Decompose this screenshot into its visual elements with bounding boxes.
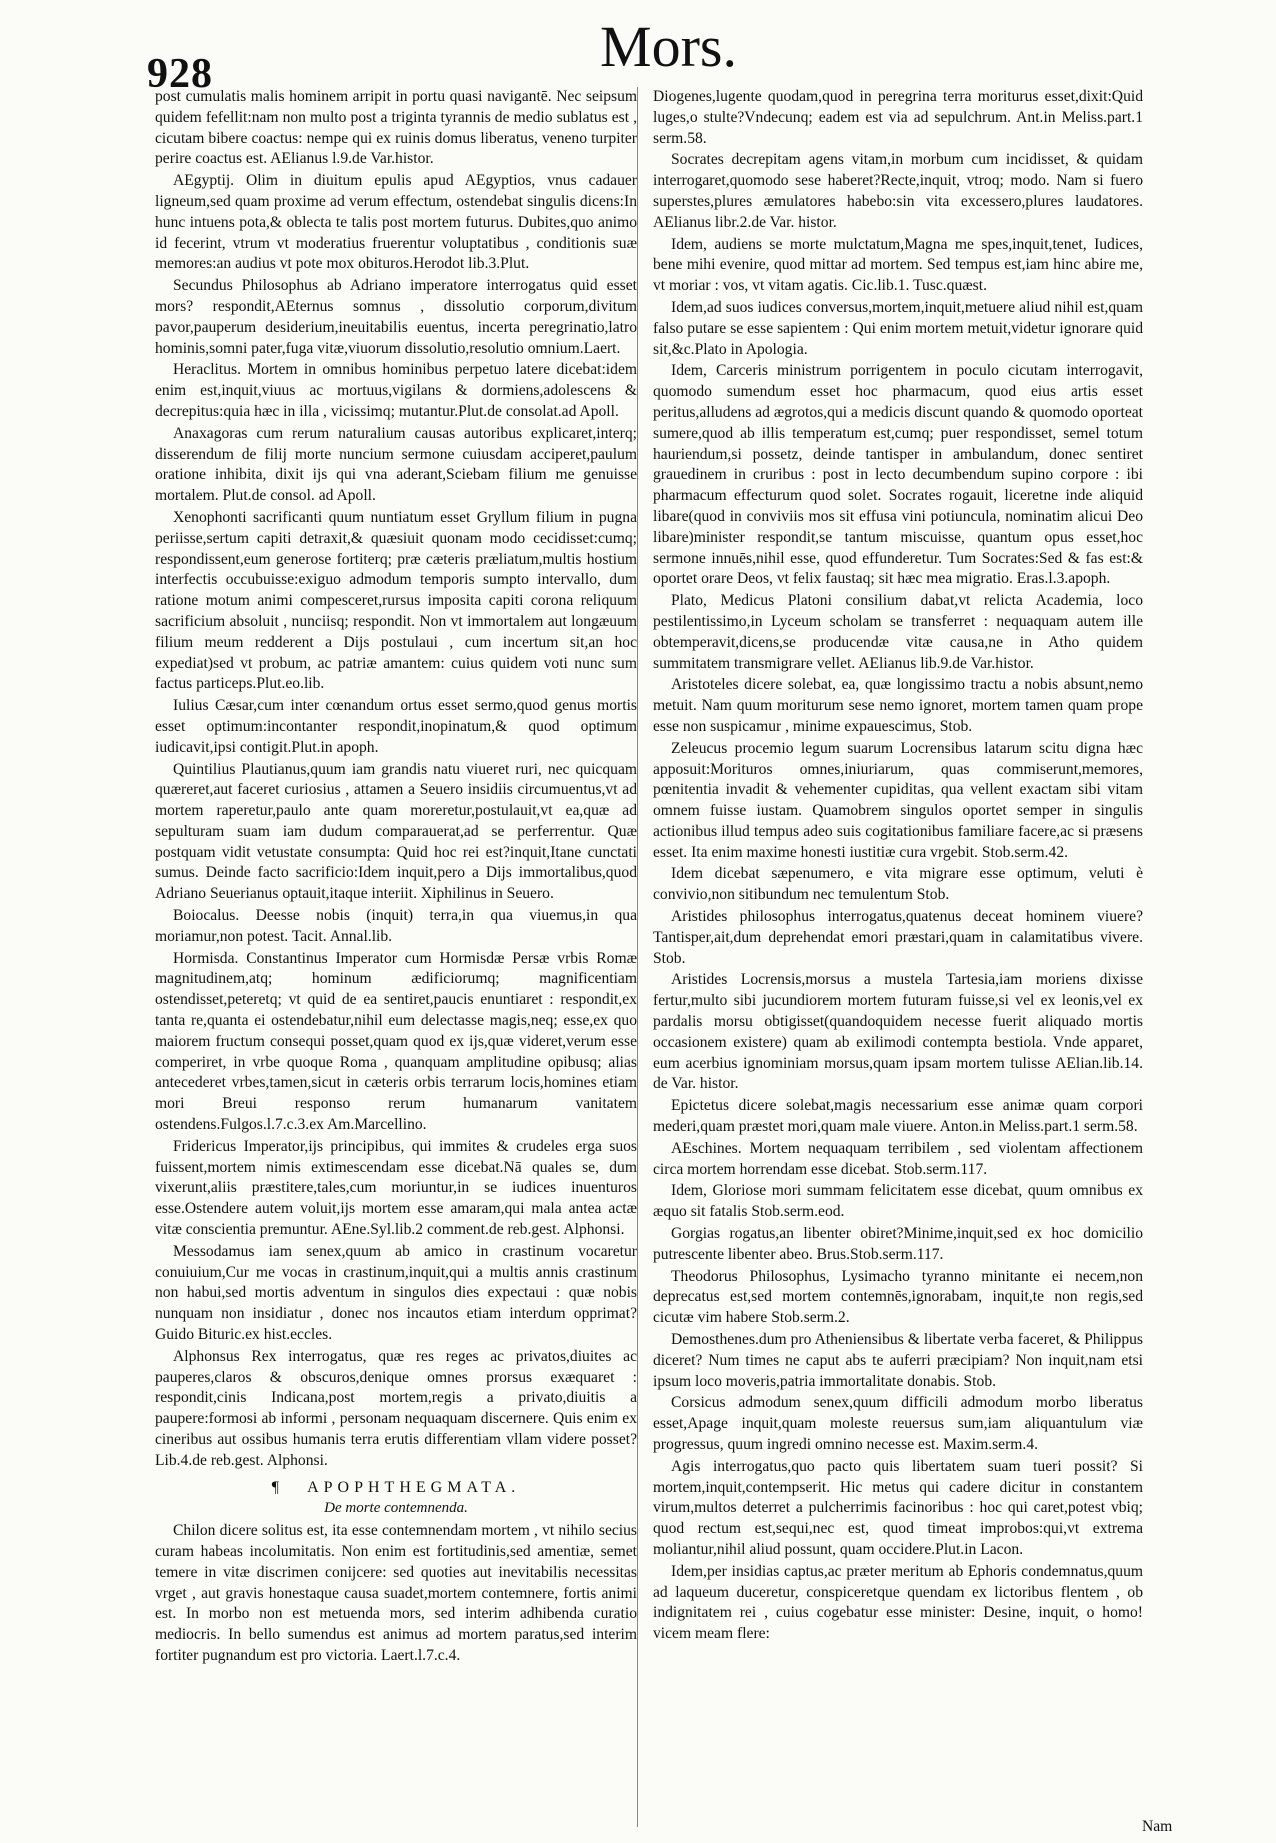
left-paragraph: Xenophonti sacrificanti quum nuntiatum esset Gryllum filium in pugna periisse,sertum capiti detraxit,& quæsiuit quonam modo cecidisset:cumq; respondissent,eum generose fortiterq; præ cæteris præliatum,multis hostium interfectis occubuisse:exiguo admodum temporis sumpto intervallo, dum ratione motum animi compesceret,rursus imposita capiti corona reliquum sacrificium absoluit , nunciisq; respondit. Non vt immortalem aut longæuum filium meum redderent a Dijs postulaui , cum incertum sit,an hoc expediat)sed vt probum, ac patriæ amantem: cuius quidem voti nunc sum factus particeps.Plut.eo.lib. bbox=[155, 508, 637, 693]
section-title: APOPHTHEGMATA. bbox=[307, 1478, 521, 1496]
catchword: Nam bbox=[1142, 1818, 1173, 1835]
right-paragraph: Idem, Carceris ministrum porrigentem in poculo cicutam interrogavit, quomodo sumendum esset hoc pharmacum, quod eius artis esset peritus,alludens ad ægrotos,qui a medicis discunt quando & quomodo oporteat sumere,quod ab illis temperatum est,cumq; puer respondisset, semel totum hauriendum,si possetz, deinde tantisper in ambulandum, donec sentiret grauedinem in cruribus : post in lecto decumbendum supino corpore : ibi pharmacum effecturum quod solet. Socrates rogauit, liceretne inde aliquid libare(quod in conviviis mos sit effusa vini potiuncula, nominatim alicui Deo libare)minister respondit,se tantum miscuisse, quantum opus esset,hoc sermone innuēs,nihil esse, quod effunderetur. Tum Socrates:Sed & fas est:& oportet orare Deos, vt felix faustaq; sit hæc mea migratio. Eras.l.3.apoph. bbox=[653, 362, 1143, 588]
right-paragraph: Idem, audiens se morte mulctatum,Magna me spes,inquit,tenet, Iudices, bene mihi evenire, quod mittar ad mortem. Sed tempus est,iam hinc abire me, vt moriar : vos, vt vitam agatis. Cic.lib.1. Tusc.quæst. bbox=[653, 235, 1143, 295]
column-divider bbox=[637, 87, 638, 1827]
left-paragraph: Secundus Philosophus ab Adriano imperatore interrogatus quid esset mors? respondit,AEternus somnus , dissolutio corporum,divitum pavor,pauperum desiderium,ineuitabilis euentus, incerta peregrinatio,latro hominis,somni pater,fuga vitæ,viuorum dissolutio,resolutio omnium.Laert. bbox=[155, 277, 637, 357]
left-paragraph: Hormisda. Constantinus Imperator cum Hormisdæ Persæ vrbis Romæ magnitudinem,atq; hominum ædificiorumq; magnificentiam ostendisset,peteretq; vt quid de ea sentiret,paucis enuntiaret : respondit,ex tanta re,quanta ei ostendebatur,nihil eum delectasse magis,neq; esse,ex quo maiorem fructum consequi posset,quam quod ex ijs,quæ videret,verum esse comperiret, in vrbe quoque Roma , quanquam amplitudine opibusq; alias antecederet vrbes,tamen,sicut in cæteris orbis terrarum locis,homines etiam mori Breui responso rerum humanarum vanitatem ostendens.Fulgos.l.7.c.3.ex Am.Marcellino. bbox=[155, 949, 637, 1134]
right-text-column bbox=[653, 87, 1143, 1646]
right-paragraph: Epictetus dicere solebat,magis necessarium esse animæ quam corpori mederi,quam præstet mori,quam male viuere. Anton.in Meliss.part.1 serm.58. bbox=[653, 1097, 1143, 1136]
left-paragraph: Messodamus iam senex,quum ab amico in crastinum vocaretur conuiuium,Cur me vocas in crastinum,inquit,qui a multis annis crastinum non habui,sed mortis adventum in singulos dies expectaui : quæ nobis nunquam non insidiatur , donec nos incautos etiam interdum opprimat? Guido Bituric.ex hist.eccles. bbox=[155, 1242, 637, 1344]
section-subtitle: De morte contemnenda. bbox=[324, 1500, 468, 1517]
right-paragraph: Idem,ad suos iudices conversus,mortem,inquit,metuere aliud nihil est,quam falso putare se esse sapientem : Qui enim mortem metuit,videtur ignorare quid sit,&c.Plato in Apologia. bbox=[653, 298, 1143, 358]
left-paragraph: Fridericus Imperator,ijs principibus, qui immites & crudeles erga suos fuissent,mortem nimis extimescendam esse dicebat.Nā quales se, dum vixerunt,aliis præstitere,tales,cum moriuntur,in se iudices inuenturos esse.Ostendere autem voluit,ijs mortem esse amaram,qui mala antea actæ vitæ conscientia premuntur. AEne.Syl.lib.2 comment.de reb.gest. Alphonsi. bbox=[155, 1137, 637, 1239]
left-paragraph: Quintilius Plautianus,quum iam grandis natu viueret ruri, nec quicquam quæreret,aut faceret curiosius , attamen a Seuero insidiis circumuentus,vt ad mortem raperetur,paulo ante quam moreretur,postulauit,vt ea,quæ ad sepulturam suam iam dudum comparauerat,ad se perferrentur. Quæ postquam vidit vetustate consumpta: Quid hoc rei est?inquit,Itane cunctati sumus. Deinde facto sacrificio:Idem inquit,pero a Dijs immortalibus,quod Adriano Seuerianus optauit,itaque interiit. Xiphilinus in Seuero. bbox=[155, 760, 637, 903]
right-paragraph: Aristoteles dicere solebat, ea, quæ longissimo tractu a nobis absunt,nemo metuit. Nam quum moriturum sese nemo ignoret, mortem tamen quam prope esse non suspicamur , minime expauescimus, Stob. bbox=[653, 676, 1143, 735]
left-paragraph: Chilon dicere solitus est, ita esse contemnendam mortem , vt nihilo secius curam habeas incolumitatis. Non enim est fortitudinis,sed amentiæ, semet temere in vitæ discrimen conijcere: sed quoties aut inevitabilis necessitas vrget , aut gravis honestaque causa suadet,mortem contemnere, fortis animi est. In morbo non est metuenda mors, sed interim adhibenda curatio mediocris. In bello sumendus est animus ad mortem paratus,sed interim fortiter pugnandum est pro victoria. Laert.l.7.c.4. bbox=[155, 1522, 637, 1664]
right-paragraph: Socrates decrepitam agens vitam,in morbum cum incidisset, & quidam interrogaret,quomodo sese haberet?Recte,inquit, vtroq; modo. Nam si fuero superstes,plures æmulatores habebo:sin vita excessero,plures laudatores. AElianus libr.2.de Var. histor. bbox=[653, 151, 1143, 231]
left-paragraph: Boiocalus. Deesse nobis (inquit) terra,in qua viuemus,in qua moriamur,non potest. Tacit. Annal.lib. bbox=[155, 907, 637, 945]
left-paragraph: Anaxagoras cum rerum naturalium causas autoribus explicaret,interq; disserendum de filij morte nuncium sermone cuiusdam acciperet,paulum oratione inhibita, dixit ijs qui vna aderant,Sciebam filium me genuisse mortalem. Plut.de consol. ad Apoll. bbox=[155, 424, 637, 505]
left-paragraph: Iulius Cæsar,cum inter cœnandum ortus esset sermo,quod genus mortis esset optimum:incontanter respondit,inopinatum,& quod optimum iudicavit,ipsi contigit.Plut.in apoph. bbox=[155, 697, 637, 756]
right-paragraph: AEschines. Mortem nequaquam terribilem , sed violentam affectionem circa mortem horrendam esse dicebat. Stob.serm.117. bbox=[653, 1139, 1143, 1178]
right-paragraph: Corsicus admodum senex,quum difficili admodum morbo liberatus esset,Apage inquit,quam moleste reuersus sum,iam aliquantulum viæ progressus, quum ingredi omnino necesse est. Maxim.serm.4. bbox=[653, 1394, 1143, 1453]
right-paragraph: Plato, Medicus Platoni consilium dabat,vt relicta Academia, loco pestilentissimo,in Lyceum scholam se transferret : nequaquam autem ille obtemperavit,dicens,se producendæ vitæ causa,ne in Atho quidem summitatem transmigrare vellet. AElianus lib.9.de Var.histor. bbox=[653, 592, 1143, 672]
left-text-column bbox=[155, 87, 637, 1668]
right-paragraph: Gorgias rogatus,an libenter obiret?Minime,inquit,sed ex hoc domicilio putrescente libenter abeo. Brus.Stob.serm.117. bbox=[653, 1225, 1143, 1263]
right-paragraph: Idem dicebat sæpenumero, e vita migrare esse optimum, veluti è convivio,non sitibundum nec temulentum Stob. bbox=[653, 865, 1143, 904]
page-number: 928 bbox=[147, 51, 213, 97]
right-paragraph: Agis interrogatus,quo pacto quis libertatem suam tueri possit? Si mortem,inquit,contempserit. Hic metus qui cadere dicitur in constantem virum,multos deterret a pulcherrimis facinoribus : hoc qui caret,potest vbiq; quod rectum est,sequi,nec est, quod timeat improbos:qui,vt extrema moliantur,nihil aliud possunt, quam occidere.Plut.in Lacon. bbox=[653, 1457, 1143, 1558]
right-paragraph: Demosthenes.dum pro Atheniensibus & libertate verba faceret, & Philippus diceret? Num times ne caput abs te auferri præcipiam? Non inquit,nam etsi ipsum loco moveris,patria immortalitate donabis. Stob. bbox=[653, 1331, 1143, 1390]
right-paragraph: Theodorus Philosophus, Lysimacho tyranno minitante ei necem,non deprecatus est,sed mortem contemnēs,ignorabam, inquit,te non regis,sed cicutæ vim habere Stob.serm.2. bbox=[653, 1267, 1143, 1327]
pilcrow-mark: ¶ bbox=[271, 1478, 279, 1496]
right-paragraph: Aristides Locrensis,morsus a mustela Tartesia,iam moriens dixisse fertur,multo sibi jucundiorem mortem futuram fuisse,si vel ex leonis,vel ex pardalis morsu obtigisset(quandoquidem necesse fuerit aliquado mortis occasionem existere) quam ab exilimodi contempta bestiola. Vnde apparet, eum acerbius ignominiam morsus,quam ipsam mortem tulisse AElian.lib.14. de Var. histor. bbox=[653, 971, 1143, 1093]
section-heading bbox=[155, 1478, 637, 1499]
right-paragraph: Idem, Gloriose mori summam felicitatem esse dicebat, quum omnibus ex æquo sit fatalis Stob.serm.eod. bbox=[653, 1182, 1143, 1221]
running-title: Mors. bbox=[600, 14, 737, 79]
right-paragraph: Zeleucus procemio legum suarum Locrensibus latarum scitu digna hæc apposuit:Morituros omnes,iniuriarum, quas commiserunt,memores, pœnitentia invadit & vehementer cupiditas, qua vellent exactam sibi vitam omnem fuisse iustam. Quamobrem singulos oportet semper in singulis actionibus illud tempus adeo suis cogitationibus familiare facere,ac si præsens esset. Ita enim maxime honesti iustitiæ cura vrgebit. Stob.serm.42. bbox=[653, 739, 1143, 861]
right-paragraph: Aristides philosophus interrogatus,quatenus deceat hominem viuere? Tantisper,ait,dum deprehendat emori præstari,quam in calamitatibus vivere. Stob. bbox=[653, 908, 1143, 967]
left-paragraph: AEgyptij. Olim in diuitum epulis apud AEgyptios, vnus cadauer ligneum,sed quam proxime ad verum effectum, ostendebat singulis dicens:In hunc intuens pota,& oblecta te talis post mortem futurus. Dubites,quo animo id fecerint, vtrum vt moderatius fruerentur voluptatibus , conditionis suæ memores:an audius vt pote mox obituros.Herodot lib.3.Plut. bbox=[155, 172, 637, 273]
right-paragraph: Idem,per insidias captus,ac præter meritum ab Ephoris condemnatus,quum ad laqueum duceretur, conspiceretque quendam ex lictoribus flentem , ob indignitatem rei , cuius cogebatur esse minister: Desine, inquit, o homo! vicem meam flere: bbox=[653, 1562, 1143, 1643]
right-paragraph: Diogenes,lugente quodam,quod in peregrina terra moriturus esset,dixit:Quid luges,o stulte?Vndecunq; eadem est via ad sepulchrum. Ant.in Meliss.part.1 serm.58. bbox=[653, 88, 1143, 147]
left-paragraph: post cumulatis malis hominem arripit in portu quasi navigantē. Nec seipsum quidem fefellit:nam non multo post a triginta tyrannis de medio sublatus est , cicutam bibere coactus: nempe qui ex ruinis domus liberatus, veneno turpiter perire coactus est. AElianus l.9.de Var.histor. bbox=[155, 88, 637, 168]
left-paragraph: Alphonsus Rex interrogatus, quæ res reges ac privatos,diuites ac pauperes,claros & obscuros,denique omnes prorsus exæquaret : respondit,cinis Indicana,post mortem,regis a privato,diuitis a paupere:formosi ab informi , personam nequaquam discernere. Quis enim ex cineribus aut ossibus humanis terra erutis differentiam vllam videre posset? Lib.4.de reb.gest. Alphonsi. bbox=[155, 1347, 637, 1469]
left-paragraph: Heraclitus. Mortem in omnibus hominibus perpetuo latere dicebat:idem enim est,inquit,viuus ac mortuus,vigilans & dormiens,adolescens & decrepitus:quia hæc in illa , vicissimq; mutantur.Plut.de consolat.ad Apoll. bbox=[155, 361, 637, 420]
